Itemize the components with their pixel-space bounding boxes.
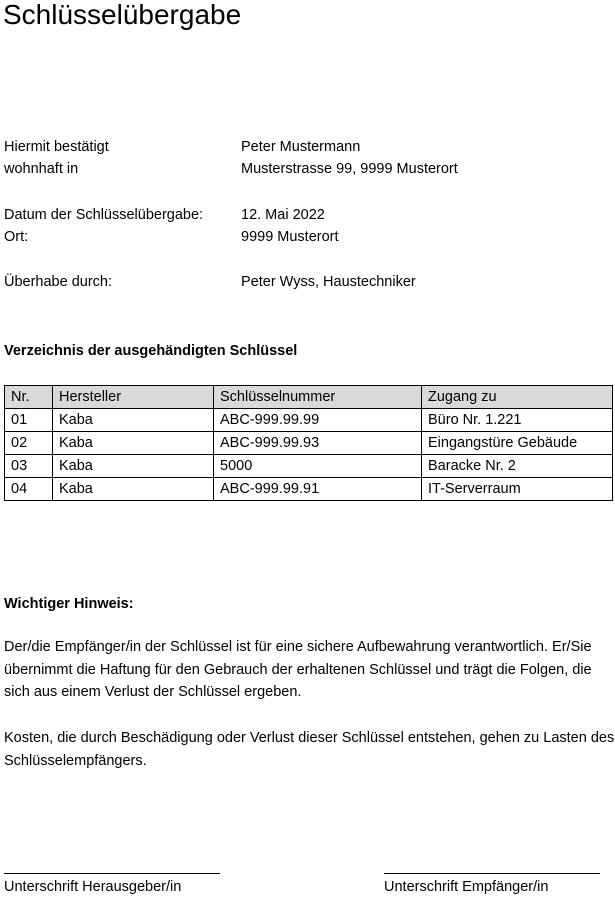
cell-manufacturer: Kaba	[53, 409, 214, 432]
recipient-signature-label: Unterschrift Empfänger/in	[384, 879, 549, 895]
cell-manufacturer: Kaba	[53, 432, 214, 455]
column-header-manufacturer: Hersteller	[53, 386, 214, 409]
cell-access: Baracke Nr. 2	[422, 455, 613, 478]
cell-key-number: 5000	[214, 455, 422, 478]
table-row	[5, 455, 613, 478]
cell-access: IT-Serverraum	[422, 478, 613, 501]
keys-heading: Verzeichnis der ausgehändigten Schlüssel	[4, 343, 298, 359]
issuer-signature-label: Unterschrift Herausgeber/in	[4, 879, 182, 895]
residence-value: Musterstrasse 99, 9999 Musterort	[241, 161, 458, 177]
confirm-value: Peter Mustermann	[241, 139, 361, 155]
cell-manufacturer: Kaba	[53, 455, 214, 478]
notice-paragraph-costs: Kosten, die durch Beschädigung oder Verlust dieser Schlüssel entstehen, gehen zu Lasten des Schlüsselempfängers.	[4, 730, 615, 769]
table-header-row	[5, 386, 613, 409]
place-label: Ort:	[4, 229, 29, 245]
column-header-key-number: Schlüsselnummer	[214, 386, 422, 409]
cell-key-number: ABC-999.99.93	[214, 432, 422, 455]
document-title: Schlüsselübergabe	[3, 0, 242, 30]
recipient-signature-line	[384, 873, 600, 874]
keys-table	[4, 385, 613, 501]
cell-key-number: ABC-999.99.99	[214, 409, 422, 432]
confirm-label: Hiermit bestätigt	[4, 139, 109, 155]
date-label: Datum der Schlüsselübergabe:	[4, 207, 204, 223]
handover-value: Peter Wyss, Haustechniker	[241, 274, 416, 290]
cell-manufacturer: Kaba	[53, 478, 214, 501]
table-row	[5, 409, 613, 432]
cell-number: 01	[5, 409, 53, 432]
handover-label: Überhabe durch:	[4, 274, 113, 290]
column-header-access: Zugang zu	[422, 386, 613, 409]
cell-key-number: ABC-999.99.91	[214, 478, 422, 501]
column-header-number: Nr.	[5, 386, 53, 409]
table-row	[5, 432, 613, 455]
notice-heading: Wichtiger Hinweis:	[4, 596, 134, 612]
date-value: 12. Mai 2022	[241, 207, 325, 223]
notice-paragraph-liability: Der/die Empfänger/in der Schlüssel ist für eine sichere Aufbewahrung verantwortlich. Er/Sie übernimmt die Haftung für den Gebrauch der erhaltenen Schlüssel und trägt die Folgen, die sich aus einem Verlust der Schlüssel ergeben.	[4, 639, 592, 700]
cell-number: 02	[5, 432, 53, 455]
residence-label: wohnhaft in	[4, 161, 79, 177]
cell-number: 03	[5, 455, 53, 478]
table-row	[5, 478, 613, 501]
place-value: 9999 Musterort	[241, 229, 339, 245]
cell-access: Büro Nr. 1.221	[422, 409, 613, 432]
cell-access: Eingangstüre Gebäude	[422, 432, 613, 455]
cell-number: 04	[5, 478, 53, 501]
issuer-signature-line	[4, 873, 220, 874]
